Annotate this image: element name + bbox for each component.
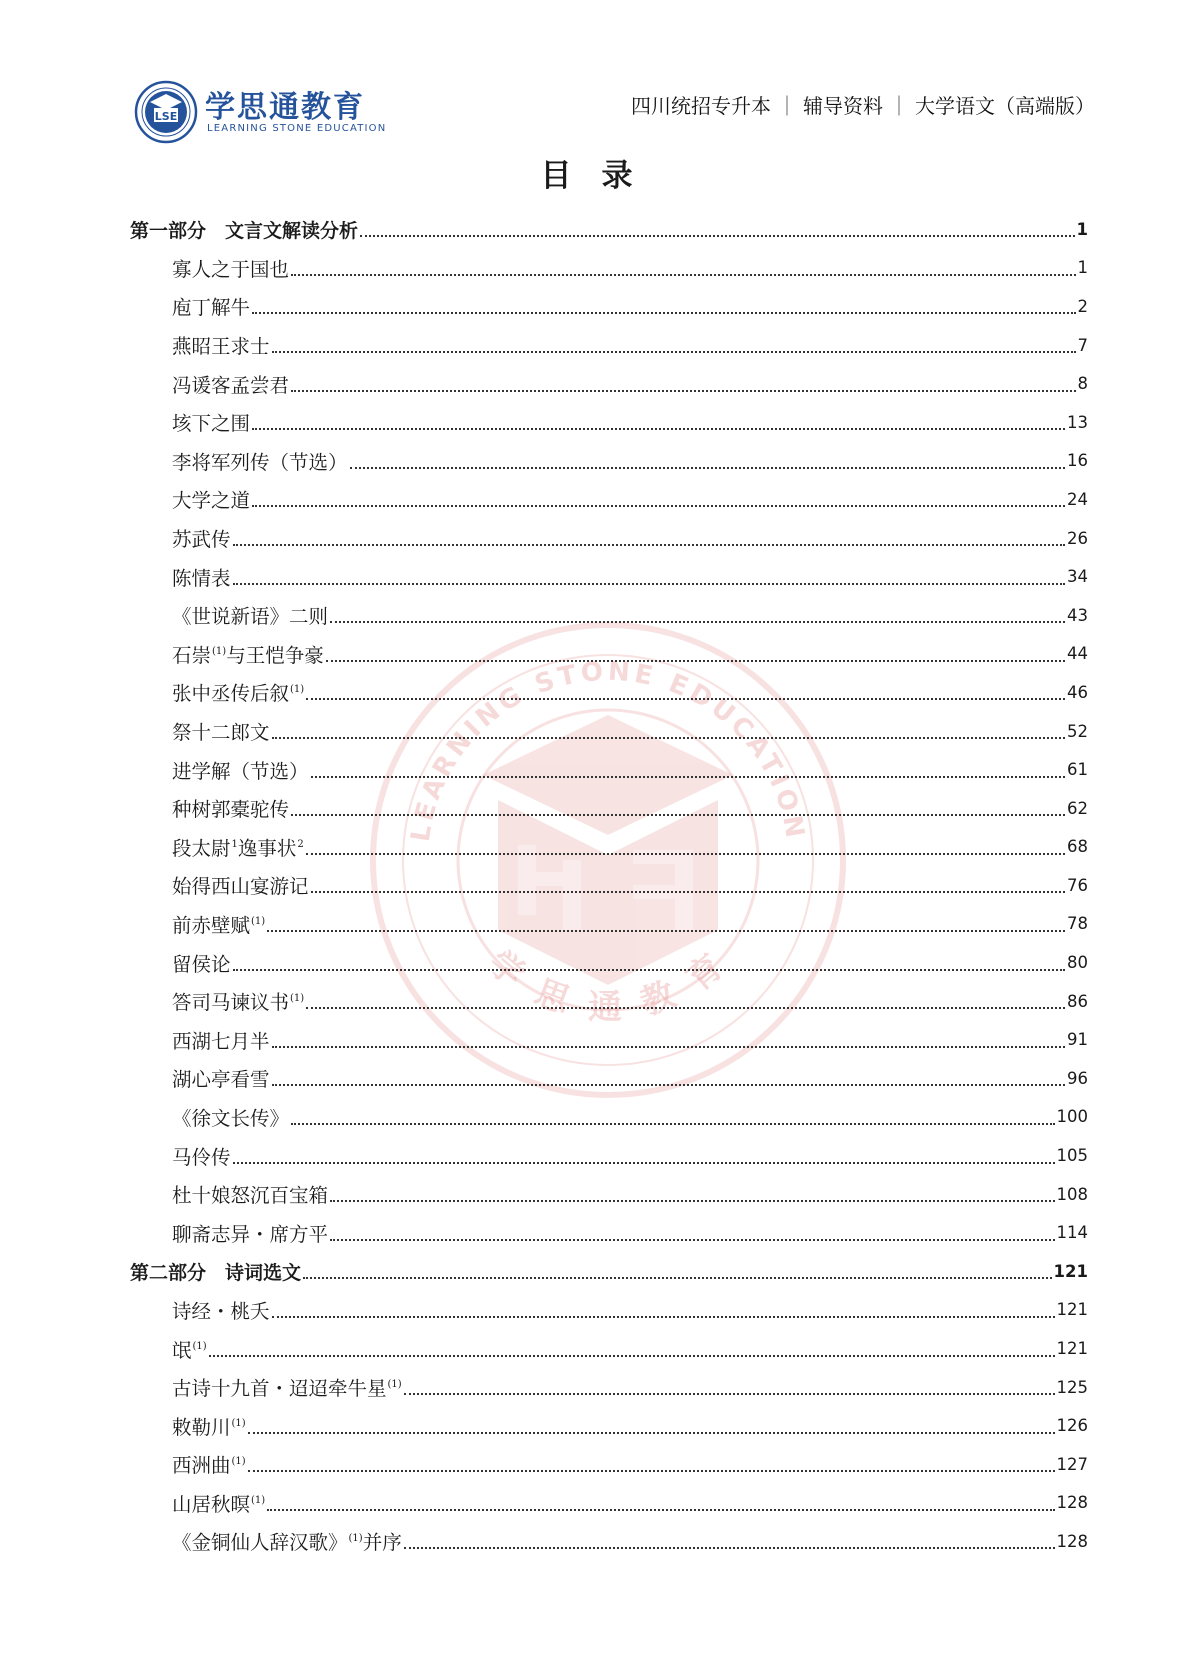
toc-entry-title [172, 1373, 402, 1401]
toc-page-number: 62 [1067, 798, 1088, 818]
dot-leader [303, 1277, 1052, 1279]
dot-leader [252, 505, 1065, 507]
dot-leader [233, 544, 1065, 546]
toc-entry[interactable] [130, 789, 1088, 828]
toc-entry-title [172, 1296, 270, 1324]
toc-entry-title-text: 进学解（节选） [172, 759, 309, 783]
toc-entry[interactable] [130, 905, 1088, 944]
toc-page-number: 16 [1067, 451, 1088, 471]
toc-entry[interactable] [130, 442, 1088, 481]
dot-leader [311, 891, 1065, 893]
dot-leader [326, 660, 1065, 662]
dot-leader [248, 1432, 1055, 1434]
toc-entry[interactable] [130, 1213, 1088, 1252]
toc-entry-title-text: 石崇 [172, 643, 212, 667]
toc-entry-title [172, 1527, 402, 1555]
toc-entry-title [172, 1412, 246, 1440]
toc-entry-title [172, 447, 348, 475]
dot-leader [291, 1123, 1054, 1125]
toc-page-number: 96 [1067, 1068, 1088, 1088]
toc-entry[interactable] [130, 480, 1088, 519]
page-title [0, 150, 1179, 195]
toc-entry-title [172, 717, 270, 745]
toc-entry-title-text: 燕昭王求士 [172, 335, 270, 359]
dot-leader [330, 1200, 1054, 1202]
page-title-left: 目 [540, 158, 578, 194]
toc-entry-title-text: 《徐文长传》 [172, 1106, 290, 1130]
page-title-right: 录 [601, 158, 639, 194]
toc-entry[interactable] [130, 1522, 1088, 1561]
toc-entry[interactable] [130, 866, 1088, 905]
toc-page-number: 46 [1067, 682, 1088, 702]
toc-entry-title [130, 216, 358, 243]
toc-entry-title-text: 马伶传 [172, 1145, 231, 1169]
toc-entry-title-text: 寡人之于国也 [172, 257, 290, 281]
logo-icon [134, 80, 198, 144]
toc-page-number: 128 [1056, 1493, 1088, 1513]
toc-entry-title-text: 第二部分 诗词选文 [130, 1261, 302, 1284]
toc-page-number: 125 [1056, 1377, 1088, 1397]
dot-leader [272, 1084, 1065, 1086]
footnote-mark: (1) [192, 1340, 207, 1352]
toc-page-number: 121 [1056, 1300, 1088, 1320]
toc-entry[interactable] [130, 1445, 1088, 1484]
toc-entry-title [172, 794, 289, 822]
toc-entry-title-text: 西湖七月半 [172, 1029, 270, 1053]
toc-page-number: 91 [1067, 1030, 1088, 1050]
brand-name: 学思通教育 [205, 90, 365, 125]
dot-leader [267, 1509, 1054, 1511]
dot-leader [350, 467, 1065, 469]
toc-entry-title [172, 1103, 289, 1131]
breadcrumb-separator: ｜ [777, 94, 797, 118]
toc-section-heading[interactable] [130, 210, 1088, 249]
toc-entry[interactable] [130, 1136, 1088, 1175]
toc-entry[interactable] [130, 1020, 1088, 1059]
toc-entry[interactable] [130, 1406, 1088, 1445]
watermark-text-bottom: 学 思 通 教 育 [480, 942, 736, 1028]
toc-page-number: 13 [1067, 412, 1088, 432]
toc-entry-title [172, 1219, 328, 1247]
footnote-mark: (1) [231, 1417, 246, 1429]
toc-entry[interactable] [130, 249, 1088, 288]
toc-entry-title [172, 910, 265, 938]
toc-entry-title-text: 与王恺争豪 [226, 643, 324, 667]
table-of-contents [130, 210, 1088, 1561]
toc-entry-title-text: 大学之道 [172, 489, 251, 513]
toc-page-number: 24 [1067, 489, 1088, 509]
toc-entry-title-text: 诗经・桃夭 [172, 1299, 270, 1323]
footnote-mark: (1) [251, 1494, 266, 1506]
toc-entry-title [172, 871, 309, 899]
footnote-mark: (1) [251, 915, 266, 927]
toc-entry-title-text: 李将军列传（节选） [172, 450, 348, 474]
footnote-mark: 1 [231, 838, 238, 850]
toc-entry-title [172, 1142, 231, 1170]
toc-entry-title-text: 敕勒川 [172, 1415, 231, 1439]
toc-entry[interactable] [130, 673, 1088, 712]
dot-leader [330, 621, 1065, 623]
footnote-mark: (1) [348, 1533, 363, 1545]
toc-page-number: 8 [1077, 374, 1088, 394]
toc-entry-title-text: 始得西山宴游记 [172, 875, 309, 899]
toc-entry-title [172, 1335, 207, 1363]
toc-entry-title-text: 氓 [172, 1338, 192, 1362]
dot-leader [248, 1470, 1055, 1472]
toc-entry-title [172, 756, 309, 784]
toc-entry-title [172, 678, 304, 706]
toc-page-number: 128 [1056, 1531, 1088, 1551]
dot-leader [330, 1239, 1054, 1241]
toc-section-heading[interactable] [130, 1252, 1088, 1291]
footnote-mark: 2 [297, 838, 304, 850]
toc-entry-title [172, 833, 304, 861]
toc-entry-title-text: 庖丁解牛 [172, 296, 251, 320]
toc-entry-title-text: 逸事状 [237, 836, 297, 860]
toc-entry-title-text: 古诗十九首・迢迢牵牛星 [172, 1377, 387, 1401]
toc-page-number: 78 [1067, 914, 1088, 934]
toc-entry-title-text: 湖心亭看雪 [172, 1068, 270, 1092]
dot-leader [306, 698, 1065, 700]
toc-entry-title-text: 聊斋志异・席方平 [172, 1222, 329, 1246]
toc-entry-title-text: 张中丞传后叙 [172, 682, 290, 706]
dot-leader [209, 1355, 1055, 1357]
toc-page-number: 34 [1067, 567, 1088, 587]
page-header [0, 0, 1179, 150]
dot-leader [404, 1547, 1055, 1549]
toc-page-number: 1 [1076, 219, 1088, 239]
watermark-text-top: LEARNING STONE EDUCATION [405, 656, 811, 844]
toc-page-number: 108 [1056, 1184, 1088, 1204]
toc-entry[interactable] [130, 1098, 1088, 1137]
toc-entry[interactable] [130, 1484, 1088, 1523]
toc-entry-title-text: 种树郭橐驼传 [172, 798, 290, 822]
toc-entry-title [172, 370, 289, 398]
logo-letters: LSE [154, 110, 178, 123]
footnote-mark: (1) [212, 645, 227, 657]
toc-entry-title [172, 1180, 328, 1208]
toc-entry[interactable] [130, 557, 1088, 596]
toc-entry-title-text: 前赤壁赋 [172, 913, 251, 937]
toc-entry-title [172, 1064, 270, 1092]
dot-leader [306, 853, 1065, 855]
dot-leader [306, 1007, 1065, 1009]
toc-entry-title-text: 《世说新语》二则 [172, 605, 329, 629]
dot-leader [311, 776, 1065, 778]
dot-leader [267, 930, 1065, 932]
toc-entry-title [172, 331, 270, 359]
toc-page-number: 126 [1056, 1416, 1088, 1436]
toc-page-number: 76 [1067, 875, 1088, 895]
toc-entry-title [172, 1489, 265, 1517]
toc-page-number: 80 [1067, 953, 1088, 973]
dot-leader [404, 1393, 1055, 1395]
toc-entry-title-text: 陈情表 [172, 566, 231, 590]
toc-entry[interactable] [130, 364, 1088, 403]
toc-entry-title [172, 524, 231, 552]
dot-leader [291, 814, 1065, 816]
toc-entry[interactable] [130, 1368, 1088, 1407]
toc-page-number: 121 [1056, 1339, 1088, 1359]
toc-entry-title-text: 并序 [362, 1531, 402, 1555]
toc-page-number: 114 [1056, 1223, 1088, 1243]
toc-entry[interactable] [130, 1059, 1088, 1098]
toc-entry-title-text: 答司马谏议书 [172, 991, 290, 1015]
dot-leader [233, 583, 1065, 585]
toc-entry-title [172, 485, 250, 513]
toc-entry-title [172, 640, 324, 668]
brand-tagline: LEARNING STONE EDUCATION [207, 123, 387, 134]
toc-page-number: 7 [1077, 335, 1088, 355]
footnote-mark: (1) [290, 993, 305, 1005]
dot-leader [272, 737, 1065, 739]
toc-entry-title [172, 1450, 246, 1478]
toc-entry-title [172, 254, 289, 282]
footnote-mark: (1) [387, 1379, 402, 1391]
dot-leader [272, 1046, 1065, 1048]
toc-entry-title [172, 292, 250, 320]
toc-entry-title [130, 1258, 301, 1285]
dot-leader [272, 351, 1076, 353]
breadcrumb-item: 大学语文（高端版） [915, 94, 1095, 118]
toc-entry-title-text: 留侯论 [172, 952, 231, 976]
dot-leader [252, 428, 1065, 430]
toc-page-number: 1 [1077, 258, 1088, 278]
dot-leader [233, 969, 1065, 971]
toc-entry-title-text: 垓下之围 [172, 412, 251, 436]
toc-entry[interactable] [130, 982, 1088, 1021]
toc-entry-title [172, 601, 328, 629]
toc-entry-title-text: 段太尉 [172, 836, 231, 860]
dot-leader [291, 390, 1075, 392]
breadcrumb-item: 四川统招专升本 [631, 94, 771, 118]
toc-entry-title [172, 1026, 270, 1054]
toc-page-number: 121 [1053, 1261, 1088, 1281]
toc-entry[interactable] [130, 1291, 1088, 1330]
toc-entry[interactable] [130, 750, 1088, 789]
toc-entry[interactable] [130, 1175, 1088, 1214]
toc-page-number: 105 [1056, 1146, 1088, 1166]
toc-entry[interactable] [130, 635, 1088, 674]
toc-entry-title-text: 杜十娘怒沉百宝箱 [172, 1184, 329, 1208]
toc-entry-title-text: 《金铜仙人辞汉歌》 [172, 1531, 348, 1555]
toc-entry-title [172, 987, 304, 1015]
dot-leader [360, 235, 1075, 237]
breadcrumb [631, 90, 1095, 119]
toc-entry[interactable] [130, 403, 1088, 442]
dot-leader [252, 312, 1075, 314]
toc-page-number: 68 [1067, 837, 1088, 857]
toc-page-number: 43 [1067, 605, 1088, 625]
toc-page-number: 52 [1067, 721, 1088, 741]
breadcrumb-separator: ｜ [889, 94, 909, 118]
toc-entry-title [172, 408, 250, 436]
dot-leader [291, 274, 1075, 276]
toc-page-number: 86 [1067, 991, 1088, 1011]
toc-page-number: 61 [1067, 760, 1088, 780]
toc-page-number: 100 [1056, 1107, 1088, 1127]
toc-page-number: 2 [1077, 296, 1088, 316]
toc-entry-title-text: 山居秋暝 [172, 1492, 251, 1516]
toc-entry-title-text: 祭十二郎文 [172, 721, 270, 745]
toc-page-number: 127 [1056, 1454, 1088, 1474]
footnote-mark: (1) [231, 1456, 246, 1468]
toc-entry[interactable] [130, 596, 1088, 635]
toc-entry-title [172, 563, 231, 591]
toc-entry-title-text: 苏武传 [172, 528, 231, 552]
dot-leader [272, 1316, 1055, 1318]
toc-entry-title-text: 冯谖客孟尝君 [172, 373, 290, 397]
toc-entry[interactable] [130, 287, 1088, 326]
footnote-mark: (1) [290, 684, 305, 696]
toc-entry-title-text: 西洲曲 [172, 1454, 231, 1478]
toc-entry[interactable] [130, 828, 1088, 867]
toc-entry-title [172, 949, 231, 977]
toc-entry[interactable] [130, 712, 1088, 751]
toc-page-number: 26 [1067, 528, 1088, 548]
toc-entry-title-text: 第一部分 文言文解读分析 [130, 219, 359, 242]
toc-entry[interactable] [130, 519, 1088, 558]
toc-entry[interactable] [130, 943, 1088, 982]
breadcrumb-item: 辅导资料 [803, 94, 883, 118]
toc-entry[interactable] [130, 1329, 1088, 1368]
toc-page-number: 44 [1067, 644, 1088, 664]
dot-leader [233, 1162, 1055, 1164]
toc-entry[interactable] [130, 326, 1088, 365]
